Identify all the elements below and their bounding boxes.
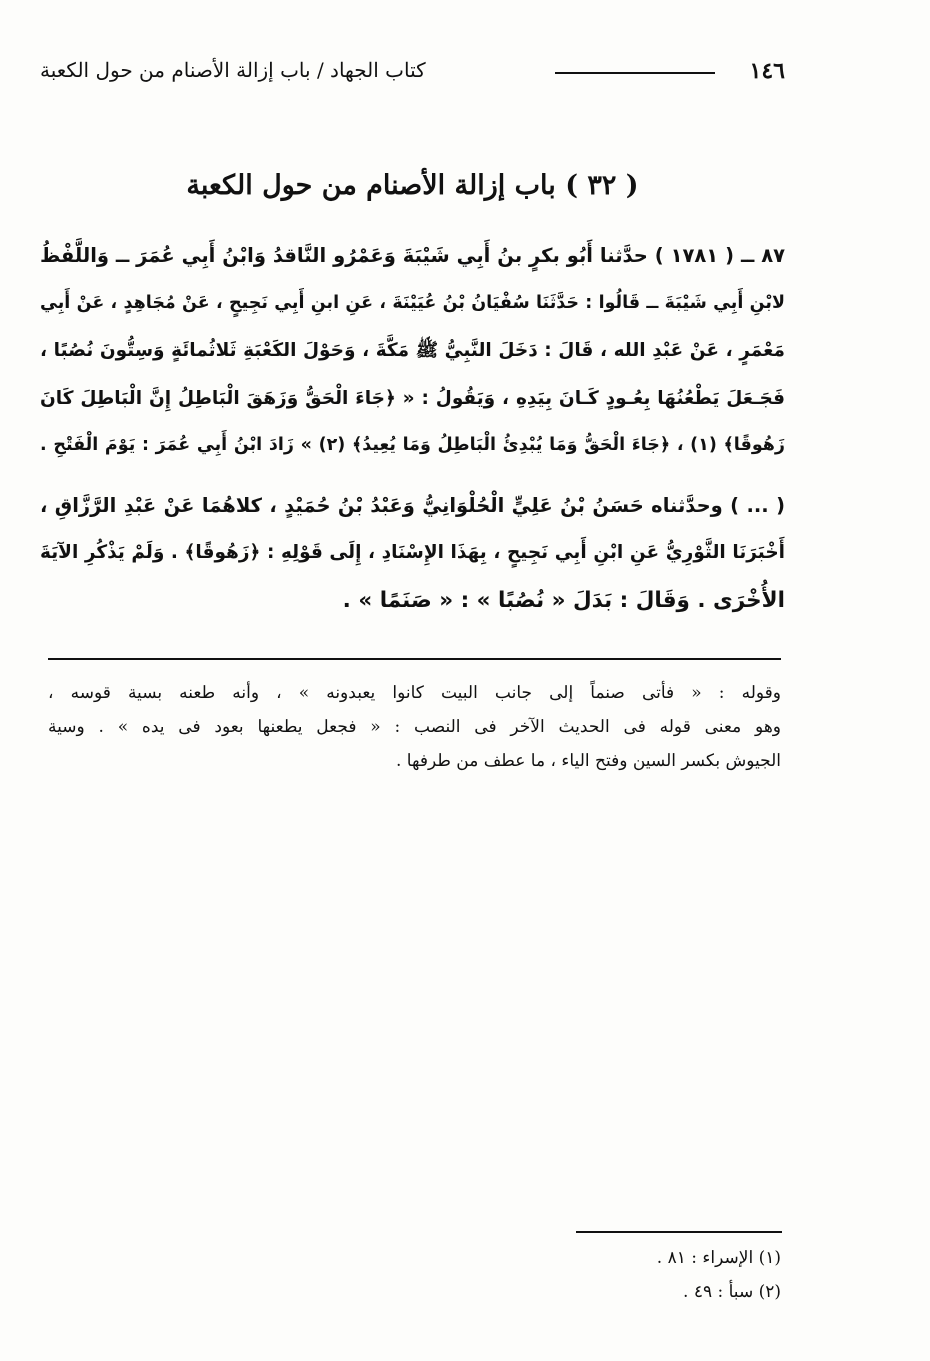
text-line: لابْنِ أَبِي شَيْبَةَ ــ قَالُوا : حَدَّثَنَا سُفْيَانُ بْنُ عُيَيْنَةَ ، عَنِ ابنِ أَبِي نَجِيحٍ ، عَنْ مُجَاهِدٍ ، عَنْ أَبِي — [40, 292, 785, 313]
footnote: (٢) سبأ : ٤٩ . — [683, 1282, 781, 1302]
footnotes — [400, 1241, 781, 1309]
footnote-rule — [576, 1231, 782, 1233]
commentary-line: الجيوش بكسر السين وفتح الياء ، ما عطف من طرفها . — [396, 751, 781, 771]
text-line: ( ... ) وحدَّثناه حَسَنُ بْنُ عَلِيٍّ الْحُلْوَانِيُّ وَعَبْدُ بْنُ حُمَيْدٍ ، كلاهُمَا عَنْ عَبْدِ الرَّزَّاقِ ، — [40, 493, 785, 517]
footnote: (١) الإسراء : ٨١ . — [656, 1248, 781, 1268]
hadith-paragraph — [40, 482, 785, 625]
main-text — [40, 232, 785, 624]
commentary-block — [48, 676, 781, 778]
running-head: كتاب الجهاد / باب إزالة الأصنام من حول الكعبة — [40, 58, 426, 82]
paragraph-gap — [40, 470, 785, 482]
header-rule — [555, 72, 715, 74]
text-line: مَعْمَرٍ ، عَنْ عَبْدِ الله ، قَالَ : دَخَلَ النَّبِيُّ ﷺ مَكَّةَ ، وَحَوْلَ الكَعْبَةِ ثَلاثُمائَةٍ وَسِتُّونَ نُصُبًا ، — [40, 340, 785, 361]
commentary-line: وقوله : « فأتى صنماً إلى جانب البيت كانوا يعبدونه » ، وأنه طعنه بسية قوسه ، — [48, 683, 781, 703]
text-line: زَهُوقًا﴾ (١) ، ﴿جَاءَ الْحَقُّ وَمَا يُبْدِئُ الْبَاطِلُ وَمَا يُعِيدُ﴾ (٢) » زَادَ ابْنُ أَبِي عُمَرَ : يَوْمَ الْفَتْحِ . — [40, 435, 786, 455]
commentary-rule — [48, 658, 781, 660]
page-number: ١٤٦ — [749, 58, 785, 84]
text-line: ٨٧ ــ ( ١٧٨١ ) حدَّثنا أَبُو بكرٍ بنُ أَبِي شَيْبَةَ وَعَمْرُو النَّاقدُ وَابْنُ أَبِي عُمَرَ ــ وَاللَّفْظُ — [40, 244, 786, 267]
text-line: الأُخْرَى . وَقَالَ : بَدَلَ « نُصُبًا » : « صَنَمًا » . — [342, 587, 785, 613]
text-line: فَجَـعَلَ يَطْعُنُهَا بِعُـودٍ كَـانَ بِيَدِهِ ، وَيَقُولُ : « ﴿جَاءَ الْحَقُّ وَزَهَقَ الْبَاطِلُ إِنَّ الْبَاطِلَ كَانَ — [40, 387, 785, 409]
hadith-paragraph — [40, 232, 785, 470]
chapter-title: ( ٣٢ ) باب إزالة الأصنام من حول الكعبة — [186, 170, 639, 201]
commentary-line: وهو معنى قوله فى الحديث الآخر فى النصب : « فجعل يطعنها بعود فى يده » . وسية — [48, 717, 781, 737]
page-header — [40, 58, 785, 92]
text-line: أَخْبَرَنَا الثَّوْرِيُّ عَنِ ابْنِ أَبِي نَجِيحٍ ، بِهَذَا الإِسْنَادِ ، إِلَى قَوْلِهِ : ﴿زَهُوقًا﴾ . وَلَمْ يَذْكُرِ الآيَةَ — [40, 542, 785, 563]
